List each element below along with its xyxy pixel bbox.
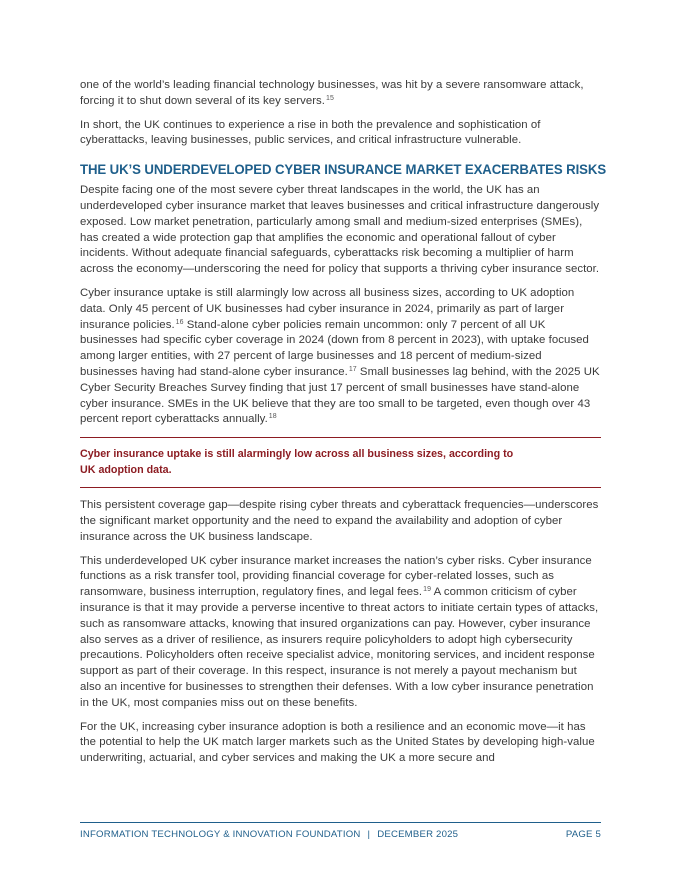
paragraph-text: A common criticism of cyber insurance is that it may provide a perverse incentive to threat actors to initiate certain types of attacks, such as ransomware attacks, knowing that insured organizations can pay. However, cyber insurance also serves as a driver of resilience, as insurers require policyholders to adopt high cybersecurity precautions. Policyholders often receive specialist advice, monitoring services, and incident response support as part of their coverage. In this respect, insurance is not merely a payout mechanism but also an incentive for businesses to strengthen their defenses. With a low cyber insurance penetration in the UK, most companies miss out on these benefits. xyxy=(80,586,599,709)
page-footer xyxy=(80,822,601,840)
body-paragraph-market-overview: Despite facing one of the most severe cyber threat landscapes in the world, the UK has an underdeveloped cyber insurance market that leaves businesses and critical infrastructure dangerously exposed. Low market penetration, particularly among small and medium-sized enterprises (SMEs), has created a wide protection gap that amplifies the economic and operational fallout of cyber incidents. Without adequate financial safeguards, cyberattacks risk becoming a multiplier of harm across the economy—underscoring the need for policy that supports a thriving cyber insurance sector. xyxy=(80,184,600,276)
paragraph-text: one of the world’s leading financial technology businesses, was hit by a severe ransomware attack, forcing it to shut down several of its key servers. xyxy=(80,79,584,107)
pull-quote-text: Cyber insurance uptake is still alarmingly low across all business sizes, according to UK adoption data. xyxy=(80,448,514,477)
footnote-ref-18[interactable]: 18 xyxy=(268,413,277,421)
section-heading: THE UK’S UNDERDEVELOPED CYBER INSURANCE MARKET EXACERBATES RISKS xyxy=(80,162,607,179)
paragraph-text: Small businesses lag behind, with the 2025 UK Cyber Security Breaches Survey finding that just 17 percent of small businesses have stand-alone cyber insurance. SMEs in the UK believe that they are too small to be targeted, even though over 43 percent report cyberattacks annually. xyxy=(80,365,600,426)
footnote-ref-16[interactable]: 16 xyxy=(175,318,184,326)
page-content xyxy=(80,78,607,775)
body-paragraph-intro-continued xyxy=(80,78,601,110)
paragraph-text: This underdeveloped UK cyber insurance market increases the nation’s cyber risks. Cyber insurance functions as a risk transfer tool, providing financial coverage for cyber-related losses, such as ransomware, business interruption, regulatory fines, and legal fees. xyxy=(80,554,592,599)
footnote-ref-17[interactable]: 17 xyxy=(348,365,357,373)
footnote-ref-19[interactable]: 19 xyxy=(423,586,432,594)
footer-page-number: PAGE 5 xyxy=(565,829,601,840)
footnote-ref-15[interactable]: 15 xyxy=(326,94,334,102)
footer-date: DECEMBER 2025 xyxy=(377,829,459,840)
footer-separator: | xyxy=(367,829,371,840)
footer-organization: INFORMATION TECHNOLOGY & INNOVATION FOUNDATION xyxy=(80,829,361,840)
paragraph-text: Stand-alone cyber policies remain uncommon: only 7 percent of all UK businesses had specific cyber coverage in 2024 (down from 8 percent in 2023), with uptake focused among larger entities, with 27 percent of large businesses and 18 percent of medium-sized businesses having had stand-alone cyber insurance. xyxy=(80,318,589,378)
body-paragraph-summary: In short, the UK continues to experience a rise in both the prevalence and sophistication of cyberattacks, leaving businesses, public services, and critical infrastructure vulnerable. xyxy=(80,118,541,147)
body-paragraph-uptake-data xyxy=(80,286,601,428)
paragraph-text: Cyber insurance uptake is still alarmingly low across all business sizes, according to UK adoption data. Only 45 percent of UK businesses had cyber insurance in 2024, primarily as part of larger insurance policies. xyxy=(80,286,575,331)
body-paragraph-coverage-gap: This persistent coverage gap—despite rising cyber threats and cyberattack frequencies—underscores the significant market opportunity and the need to expand the availability and adoption of cyber insurance across the UK business landscape. xyxy=(80,499,599,543)
pull-quote xyxy=(80,437,601,488)
footer-left xyxy=(80,829,458,840)
body-paragraph-risk-transfer xyxy=(80,554,601,712)
body-paragraph-economic-move: For the UK, increasing cyber insurance adoption is both a resilience and an economic move—it has the potential to help the UK match larger markets such as the United States by developing high-value underwriting, actuarial, and cyber services and making the UK a more secure and xyxy=(80,720,595,765)
